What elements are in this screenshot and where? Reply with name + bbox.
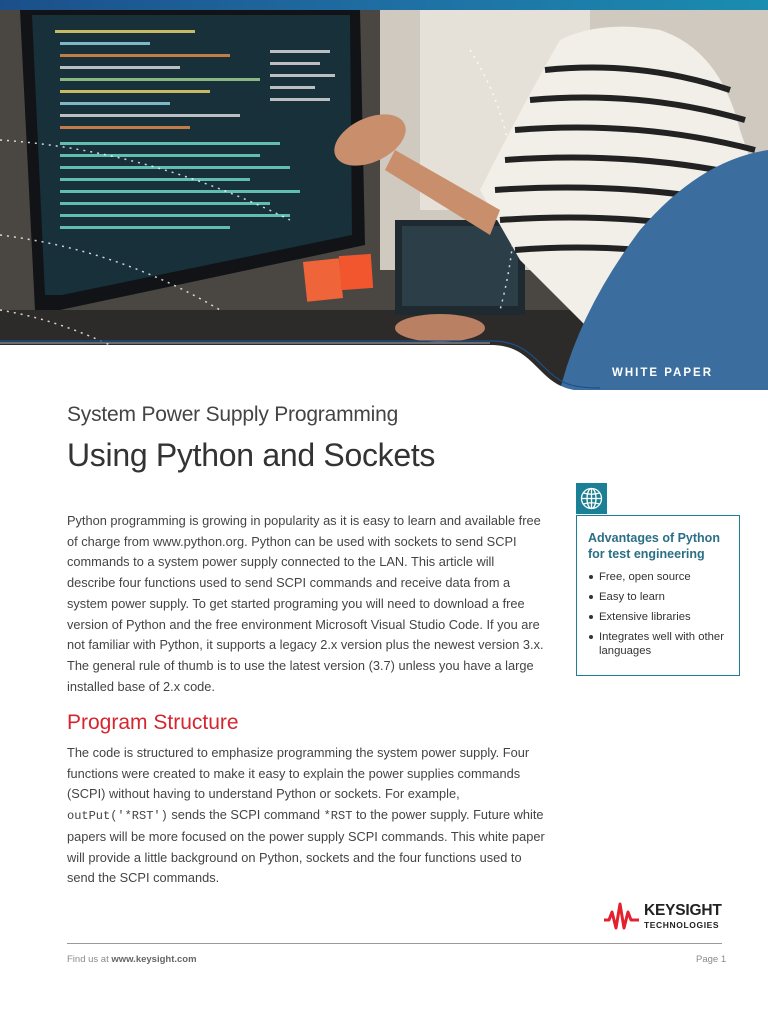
footer-find-us (67, 954, 197, 965)
list-item: Free, open source (588, 570, 729, 584)
globe-icon (576, 483, 607, 514)
advantages-box (576, 515, 740, 676)
section-heading: Program Structure (67, 711, 239, 734)
structure-text-3: to the power supply. Future white papers will be more focused on the power supply SCPI commands. This white paper will provide a little background on Python, sockets and the four functions used to send the SCPI commands. (67, 807, 545, 886)
structure-paragraph (67, 743, 545, 889)
page-number: Page 1 (696, 954, 727, 965)
advantages-title: Advantages of Python for test engineering (588, 531, 720, 561)
logo-subtitle: TECHNOLOGIES (644, 920, 720, 930)
code-snippet: outPut('*RST') (67, 809, 168, 824)
footer-prefix: Find us at (67, 954, 112, 965)
structure-text-2: sends the SCPI command (167, 807, 324, 823)
list-item: Extensive libraries (588, 610, 729, 624)
document-subtitle: System Power Supply Programming (67, 403, 399, 426)
structure-text-1: The code is structured to emphasize programming the system power supply. Four functions were created to make it easy to explain the power supplies commands (SCPI) without having to understand Python or sockets. For example, (67, 745, 530, 802)
list-item: Easy to learn (588, 590, 729, 604)
advantages-list (588, 570, 729, 658)
white-paper-label: WHITE PAPER (612, 367, 714, 379)
top-accent-bar (0, 0, 768, 10)
keysight-logo (604, 900, 724, 932)
intro-paragraph: Python programming is growing in popularity as it is easy to learn and available free of charge from www.python.org. Python can be used with sockets to send SCPI commands to a system power supply connected to the LAN. This article will describe four functions used to send SCPI commands and receive data from a system power supply. To get started programing you will need to download a free version of Python and the free environment Microsoft Visual Studio Code. If you are not familiar with Python, it supports a legacy 2.x version plus the newest version 3.x. The general rule of thumb is to use the latest version (3.7) unless you have a large installed base of 2.x code. (67, 513, 544, 694)
footer-divider (67, 943, 722, 944)
list-item: Integrates well with other languages (588, 630, 729, 658)
document-title: Using Python and Sockets (67, 437, 436, 473)
code-snippet: *RST (323, 809, 353, 824)
keysight-wave-icon (604, 900, 640, 932)
logo-name: KEYSIGHT (644, 902, 722, 919)
hero-image (0, 10, 768, 390)
footer-link[interactable]: www.keysight.com (111, 954, 197, 965)
